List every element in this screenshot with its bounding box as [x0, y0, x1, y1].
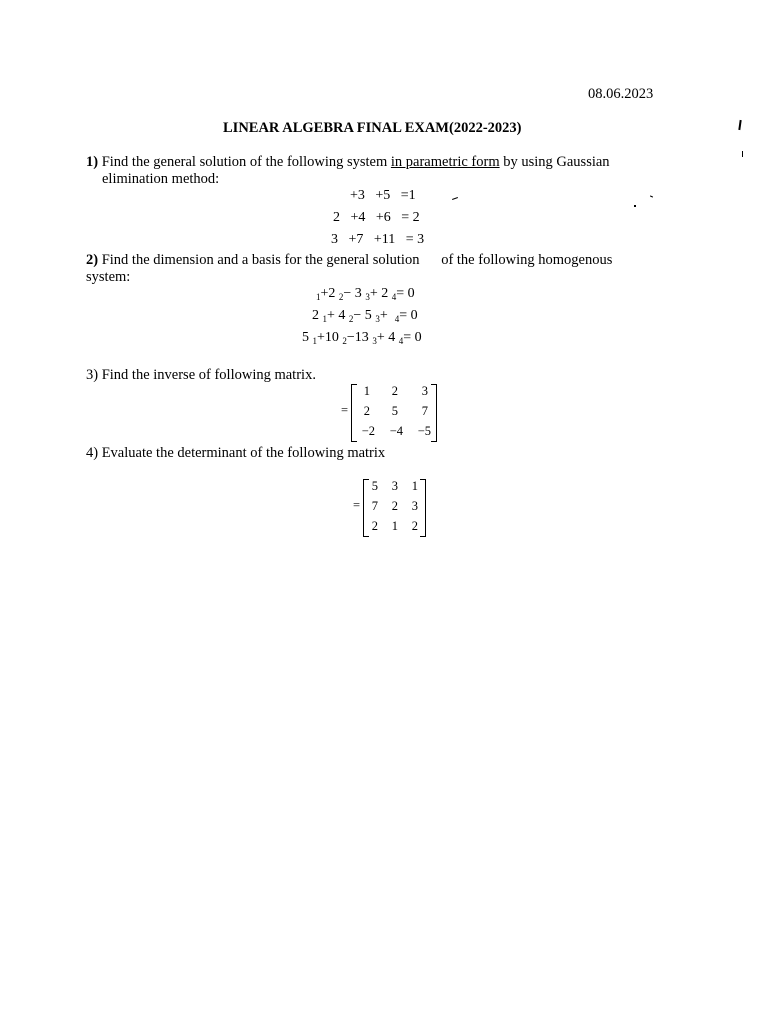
matrix-a-cell: −2	[361, 424, 375, 438]
matrix-b-cell: 1	[411, 479, 418, 493]
question-1-number: 1)	[86, 154, 99, 170]
question-2-text: Find the dimension and a basis for the general solution of the following homogenous	[98, 252, 613, 268]
question-2-equation-1: $_1$+2 $_2$− 3 $_3$+ 2 $_4$= 0	[316, 286, 415, 302]
matrix-a-cell: 3	[421, 384, 428, 398]
matrix-b-cell: 5	[371, 479, 378, 493]
matrix-b-cell: 1	[391, 519, 398, 533]
matrix-a-cell: −4	[389, 424, 403, 438]
question-1-line-1	[86, 154, 610, 171]
matrix-b-equals: =	[353, 498, 361, 512]
question-1-underlined: in parametric form	[390, 154, 500, 170]
question-1-equation-1: +3 +5 =1	[350, 188, 416, 203]
scan-mark	[650, 195, 653, 197]
scan-mark	[742, 151, 743, 157]
scan-mark	[452, 197, 458, 200]
matrix-b-cell: 2	[391, 499, 398, 513]
exam-title: LINEAR ALGEBRA FINAL EXAM(2022-2023)	[223, 120, 522, 136]
question-1-line-2: elimination method:	[102, 171, 220, 187]
matrix-a-equals: =	[341, 403, 349, 417]
scan-mark	[634, 205, 636, 207]
question-1-text-after: by using Gaussian	[499, 154, 610, 170]
question-2-equation-3: 5 $_1$+10 $_2$−13 $_3$+ 4 $_4$= 0	[302, 330, 422, 346]
question-2-line-2: system:	[86, 269, 131, 285]
scan-mark	[738, 120, 741, 130]
matrix-b-cell: 2	[371, 519, 378, 533]
question-2-equation-2: 2 $_1$+ 4 $_2$− 5 $_3$+ $_4$= 0	[312, 308, 418, 324]
matrix-b-right-bracket	[420, 479, 426, 537]
question-1-text-before: Find the general solution of the following system	[98, 154, 391, 170]
question-2-number: 2)	[86, 252, 99, 268]
matrix-a-cell: 1	[363, 384, 370, 398]
matrix-a-cell: −5	[417, 424, 431, 438]
matrix-a-cell: 7	[421, 404, 428, 418]
matrix-b-cell: 3	[391, 479, 398, 493]
question-1-equation-3: 3 +7 +11 = 3	[331, 232, 425, 247]
matrix-a-cell: 2	[363, 404, 370, 418]
question-4-text: 4) Evaluate the determinant of the following matrix	[86, 445, 386, 461]
matrix-a-cell: 5	[391, 404, 398, 418]
matrix-a-right-bracket	[431, 384, 437, 442]
matrix-b-cell: 3	[411, 499, 418, 513]
matrix-a-cell: 2	[391, 384, 398, 398]
question-1-equation-2: 2 +4 +6 = 2	[333, 210, 420, 225]
question-2-line-1	[86, 252, 612, 269]
question-3-text: 3) Find the inverse of following matrix.	[86, 367, 316, 383]
matrix-b-cell: 7	[371, 499, 378, 513]
matrix-b-cell: 2	[411, 519, 418, 533]
exam-date: 08.06.2023	[588, 86, 654, 102]
